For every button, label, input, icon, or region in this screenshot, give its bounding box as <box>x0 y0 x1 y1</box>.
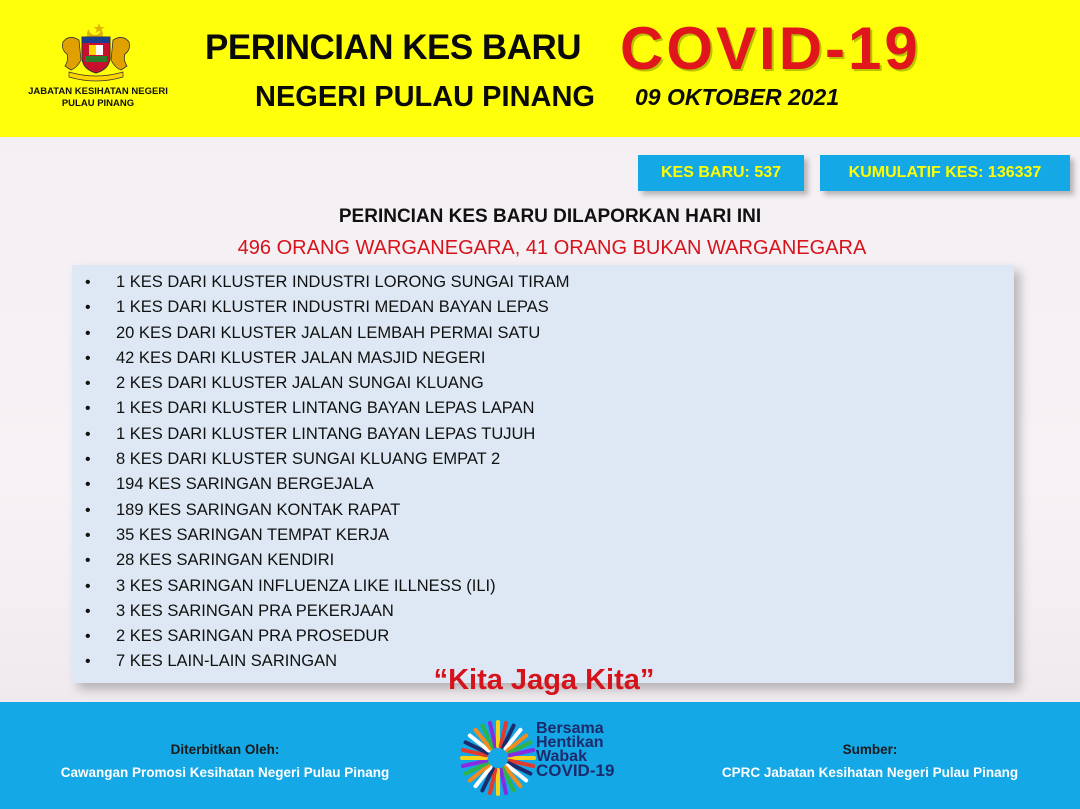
list-item: • 189 KES SARINGAN KONTAK RAPAT <box>72 498 1014 523</box>
covid-label: COVID-19 <box>620 15 921 82</box>
list-item: • 2 KES SARINGAN PRA PROSEDUR <box>72 624 1014 649</box>
cumulative-cases-badge: KUMULATIF KES: 136337 <box>820 155 1070 191</box>
list-item: • 35 KES SARINGAN TEMPAT KERJA <box>72 523 1014 548</box>
campaign-text <box>536 722 614 778</box>
org-name-line2: PULAU PINANG <box>61 98 135 109</box>
published-by-value: Cawangan Promosi Kesihatan Negeri Pulau Pinang <box>60 765 390 780</box>
header-banner <box>0 0 1080 137</box>
case-list-panel <box>72 265 1014 683</box>
campaign-line4: COVID-19 <box>536 761 615 780</box>
slogan: “Kita Jaga Kita” <box>433 664 655 696</box>
list-item: • 1 KES DARI KLUSTER LINTANG BAYAN LEPAS LAPAN <box>72 396 1014 421</box>
list-item: • 28 KES SARINGAN KENDIRI <box>72 548 1014 573</box>
section-title: PERINCIAN KES BARU DILAPORKAN HARI INI <box>338 206 762 227</box>
campaign-line1: Bersama <box>536 720 604 737</box>
list-item: • 20 KES DARI KLUSTER JALAN LEMBAH PERMAI SATU <box>72 321 1014 346</box>
campaign-line2: Hentikan <box>536 734 604 751</box>
published-by-label: Diterbitkan Oleh: <box>170 742 280 757</box>
footer-banner <box>0 702 1080 809</box>
coat-of-arms-icon <box>55 20 137 82</box>
list-item: • 8 KES DARI KLUSTER SUNGAI KLUANG EMPAT 2 <box>72 447 1014 472</box>
list-item: • 7 KES LAIN-LAIN SARINGAN <box>72 649 1014 674</box>
org-name-line1: JABATAN KESIHATAN NEGERI <box>28 86 168 97</box>
page-subtitle: NEGERI PULAU PINANG <box>255 81 595 113</box>
org-name <box>8 86 188 110</box>
list-item: • 3 KES SARINGAN PRA PEKERJAAN <box>72 599 1014 624</box>
list-item: • 1 KES DARI KLUSTER INDUSTRI LORONG SUNGAI TIRAM <box>72 270 1014 295</box>
source-label: Sumber: <box>842 742 898 757</box>
page-title: PERINCIAN KES BARU <box>205 28 582 67</box>
list-item: • 194 KES SARINGAN BERGEJALA <box>72 472 1014 497</box>
source-value: CPRC Jabatan Kesihatan Negeri Pulau Pinang <box>721 765 1019 780</box>
starburst-logo-icon <box>458 718 538 798</box>
case-list <box>72 265 1014 675</box>
list-item: • 1 KES DARI KLUSTER INDUSTRI MEDAN BAYAN LEPAS <box>72 295 1014 320</box>
report-date: 09 OKTOBER 2021 <box>635 84 840 110</box>
campaign-line3: Wabak <box>536 748 587 765</box>
new-cases-badge: KES BARU: 537 <box>638 155 804 191</box>
list-item: • 42 KES DARI KLUSTER JALAN MASJID NEGERI <box>72 346 1014 371</box>
list-item: • 2 KES DARI KLUSTER JALAN SUNGAI KLUANG <box>72 371 1014 396</box>
list-item: • 1 KES DARI KLUSTER LINTANG BAYAN LEPAS TUJUH <box>72 422 1014 447</box>
section-subtitle: 496 ORANG WARGANEGARA, 41 ORANG BUKAN WARGANEGARA <box>237 237 867 259</box>
list-item: • 3 KES SARINGAN INFLUENZA LIKE ILLNESS (ILI) <box>72 574 1014 599</box>
